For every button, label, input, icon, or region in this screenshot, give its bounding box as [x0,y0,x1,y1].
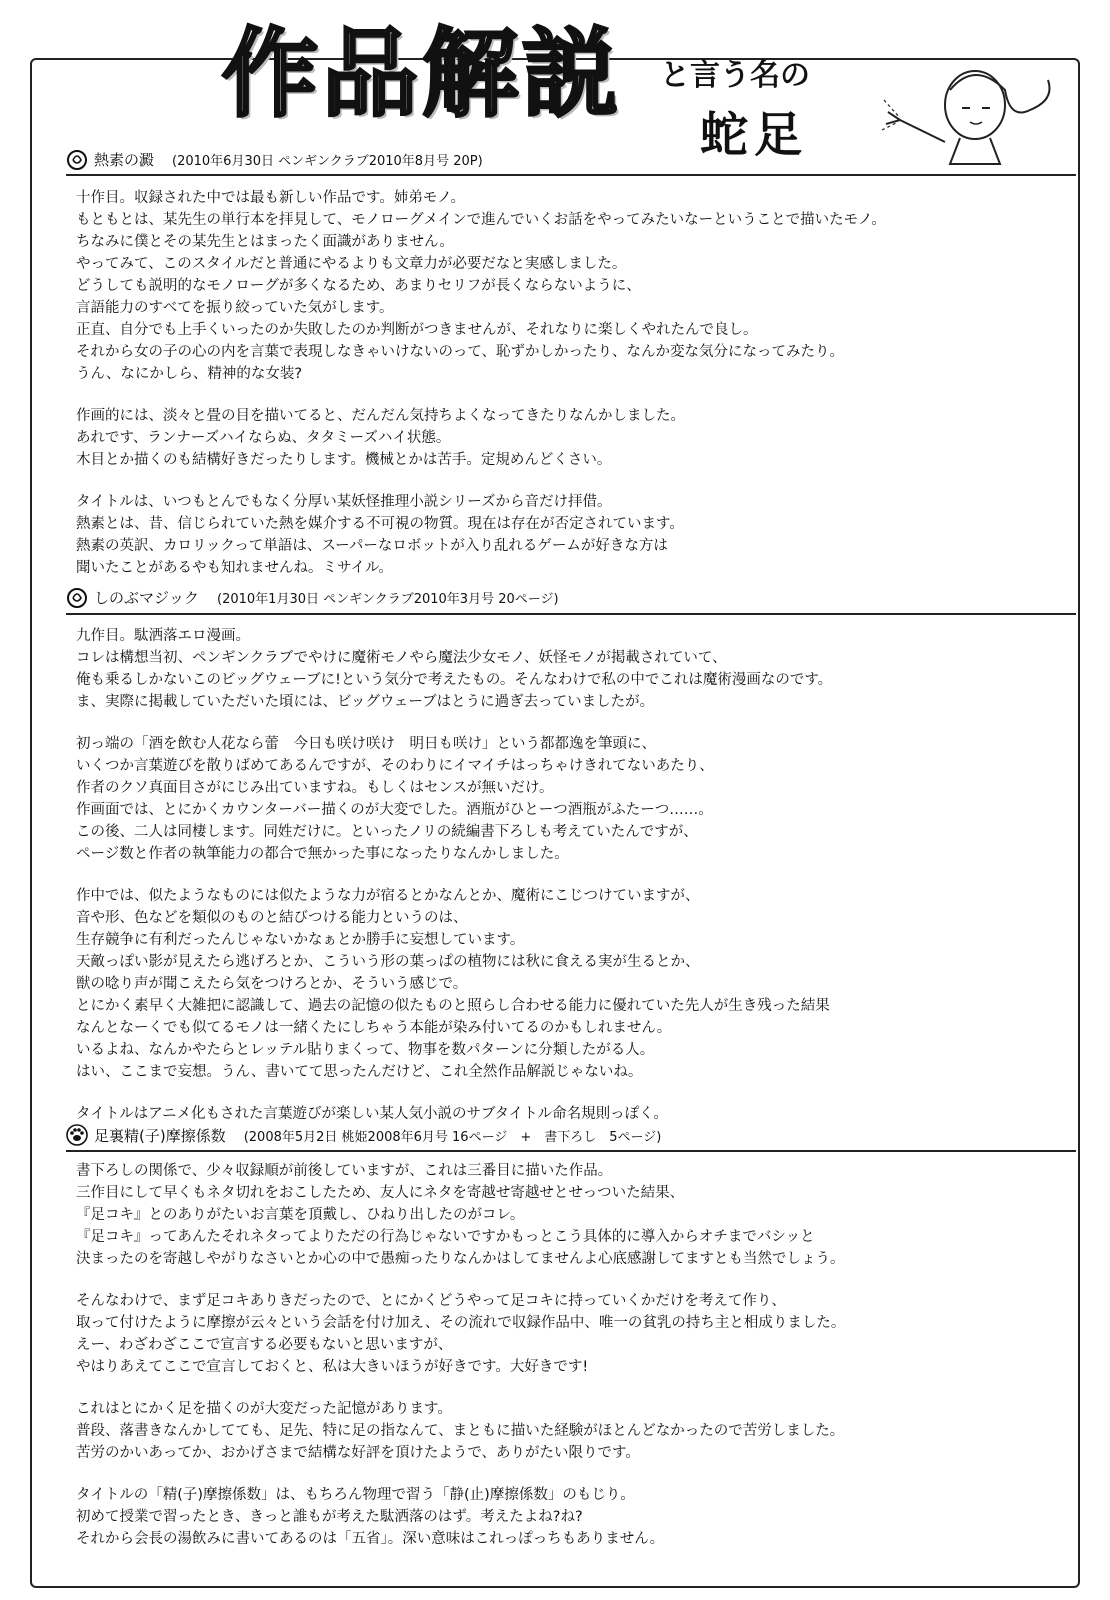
section-title: 熱素の澱 [94,150,155,169]
page-title: 作品解説 [222,18,622,130]
body-line: うん、なにかしら、精神的な女装? [76,366,303,382]
body-line: 苦労のかいあってか、おかげさまで結構な好評を頂けたようで、ありがたい限りです。 [76,1445,640,1461]
body-line: 作中では、似たようなものには似たような力が宿るとかなんとか、魔術にこじつけていますが、 [76,888,700,904]
body-line: もともとは、某先生の単行本を拝見して、モノローグメインで進んでいくお話をやってみたいなーということで描いたモノ。 [76,212,886,228]
body-line: どうしても説明的なモノローグが多くなるため、あまりセリフが長くならないように、 [76,278,641,294]
body-line: 九作目。駄洒落エロ漫画。 [76,628,250,644]
body-line: いくつか言葉遊びを散りばめてあるんですが、そのわりにイマイチはっちゃけきれてないあたり、 [76,758,714,774]
paw-print-icon [66,1124,88,1146]
body-line: はい、ここまで妄想。うん、書いてて思ったんだけど、これ全然作品解説じゃないね。 [76,1064,643,1080]
body-line: そんなわけで、まず足コキありきだったので、とにかくどうやって足コキに持っていくかだけを考えて作り、 [76,1293,786,1309]
body-line: 十作目。収録された中では最も新しい作品です。姉弟モノ。 [76,190,466,206]
body-line: 初っ端の「酒を飲む人花なら蕾 今日も咲け咲け 明日も咲け」という都都逸を筆頭に、 [76,736,656,752]
body-line: コレは構想当初、ペンギンクラブでやけに魔術モノやら魔法少女モノ、妖怪モノが掲載されていて、 [76,650,727,666]
section-divider [66,174,1076,176]
body-line: 音や形、色などを類似のものと結びつける能力というのは、 [76,910,468,926]
body-line: あれです、ランナーズハイならぬ、タタミーズハイ状態。 [76,430,451,446]
section-body [76,625,1076,1125]
body-line: 木目とか描くのも結構好きだったりします。機械とかは苦手。定規めんどくさい。 [76,452,612,468]
body-line: 作者のクソ真面目さがにじみ出ていますね。もしくはセンスが無いだけ。 [76,780,554,796]
body-line: 書下ろしの関係で、少々収録順が前後していますが、これは三番目に描いた作品。 [76,1163,613,1179]
body-line: やはりあえてここで宣言しておくと、私は大きいほうが好きです。大好きです! [76,1359,589,1375]
body-line: 『足コキ』とのありがたいお言葉を頂戴し、ひねり出したのがコレ。 [76,1207,525,1223]
body-line: 獣の唸り声が聞こえたら気をつけろとか、そういう感じで。 [76,976,468,992]
section-header [66,586,559,608]
section-header [66,1124,661,1146]
body-line: とにかく素早く大雑把に認識して、過去の記憶の似たものと照らし合わせる能力に優れていた先人が生き残った結果 [76,998,830,1014]
mascot-illustration [880,60,1070,170]
page-subtitle-bottom: 蛇足 [700,107,809,163]
lotus-bullet-icon [66,586,88,608]
body-line: えー、わざわざここで宣言する必要もないと思いますが、 [76,1337,453,1353]
body-line: やってみて、このスタイルだと普通にやるよりも文章力が必要だなと実感しました。 [76,256,627,272]
section-body [76,187,1076,579]
section-meta: (2008年5月2日 桃姫2008年6月号 16ページ + 書下ろし 5ページ) [243,1129,662,1145]
body-line: 作画面では、とにかくカウンターバー描くのが大変でした。酒瓶がひとーつ酒瓶がふたーつ……。 [76,802,713,818]
body-line: 正直、自分でも上手くいったのか失敗したのか判断がつきませんが、それなりに楽しくやれたんで良し。 [76,322,758,338]
section-divider [66,1150,1076,1152]
body-line: 『足コキ』ってあんたそれネタってよりただの行為じゃないですかもっとこう具体的に導入からオチまでバシッと [76,1229,815,1245]
lotus-bullet-icon [66,148,88,170]
body-line: 作画的には、淡々と畳の目を描いてると、だんだん気持ちよくなってきたりなんかしました。 [76,408,685,424]
body-line: 三作目にして早くもネタ切れをおこしたため、友人にネタを寄越せ寄越せとせっついた結果、 [76,1185,685,1201]
section-meta: (2010年6月30日 ペンギンクラブ2010年8月号 20P) [172,153,483,169]
section-header [66,148,483,170]
page-subtitle-top: と言う名の [660,58,810,93]
section-title: しのぶマジック [94,588,200,607]
body-line: 生存競争に有利だったんじゃないかなぁとか勝手に妄想しています。 [76,932,525,948]
section-title: 足裏精(子)摩擦係数 [94,1126,226,1145]
section-meta: (2010年1月30日 ペンギンクラブ2010年3月号 20ページ) [217,591,559,607]
body-line: なんとなーくでも似てるモノは一緒くたにしちゃう本能が染み付いてるのかもしれません。 [76,1020,672,1036]
body-line: 初めて授業で習ったとき、きっと誰もが考えた駄洒落のはず。考えたよね?ね? [76,1509,583,1525]
section-divider [66,613,1076,615]
body-line: これはとにかく足を描くのが大変だった記憶があります。 [76,1401,452,1417]
body-line: 熱素の英訳、カロリックって単語は、スーパーなロボットが入り乱れるゲームが好きな方は [76,538,668,554]
body-line: 天敵っぽい影が見えたら逃げろとか、こういう形の葉っぱの植物には秋に食える実が生るとか、 [76,954,700,970]
body-line: 普段、落書きなんかしてても、足先、特に足の指なんて、まともに描いた経験がほとんどなかったので苦労しました。 [76,1423,845,1439]
body-line: ちなみに僕とその某先生とはまったく面識がありません。 [76,234,454,250]
body-line: それから会長の湯飲みに書いてあるのは「五省」。深い意味はこれっぽっちもありません。 [76,1531,665,1547]
body-line: タイトルの「精(子)摩擦係数」は、もちろん物理で習う「静(止)摩擦係数」のもじり。 [76,1487,635,1503]
body-line: 決まったのを寄越しやがりなさいとか心の中で愚痴ったりなんかはしてませんよ心底感謝してますとも当然でしょう。 [76,1251,845,1267]
body-line: それから女の子の心の内を言葉で表現しなきゃいけないのって、恥ずかしかったり、なんか変な気分になってみたり。 [76,344,845,360]
section-body [76,1160,1076,1550]
body-line: タイトルは、いつもとんでもなく分厚い某妖怪推理小説シリーズから音だけ拝借。 [76,494,612,510]
body-line: 言語能力のすべてを振り絞っていた気がします。 [76,300,394,316]
body-line: タイトルはアニメ化もされた言葉遊びが楽しい某人気小説のサブタイトル命名規則っぽく。 [76,1106,668,1122]
body-line: ページ数と作者の執筆能力の都合で無かった事になったりなんかしました。 [76,846,569,862]
body-line: 俺も乗るしかないこのビッグウェーブに!という気分で考えたもの。そんなわけで私の中でこれは魔術漫画なのです。 [76,672,833,688]
body-line: この後、二人は同棲します。同姓だけに。といったノリの続編書下ろしも考えていたんですが、 [76,824,698,840]
body-line: いるよね、なんかやたらとレッテル貼りまくって、物事を数パターンに分類したがる人。 [76,1042,655,1058]
body-line: 聞いたことがあるやも知れませんね。ミサイル。 [76,560,393,576]
body-line: 熱素とは、昔、信じられていた熱を媒介する不可視の物質。現在は存在が否定されています。 [76,516,684,532]
body-line: ま、実際に掲載していただいた頃には、ビッグウェーブはとうに過ぎ去っていましたが。 [76,694,655,710]
body-line: 取って付けたように摩擦が云々という会話を付け加え、その流れで収録作品中、唯一の貧乳の持ち主と相成りました。 [76,1315,846,1331]
